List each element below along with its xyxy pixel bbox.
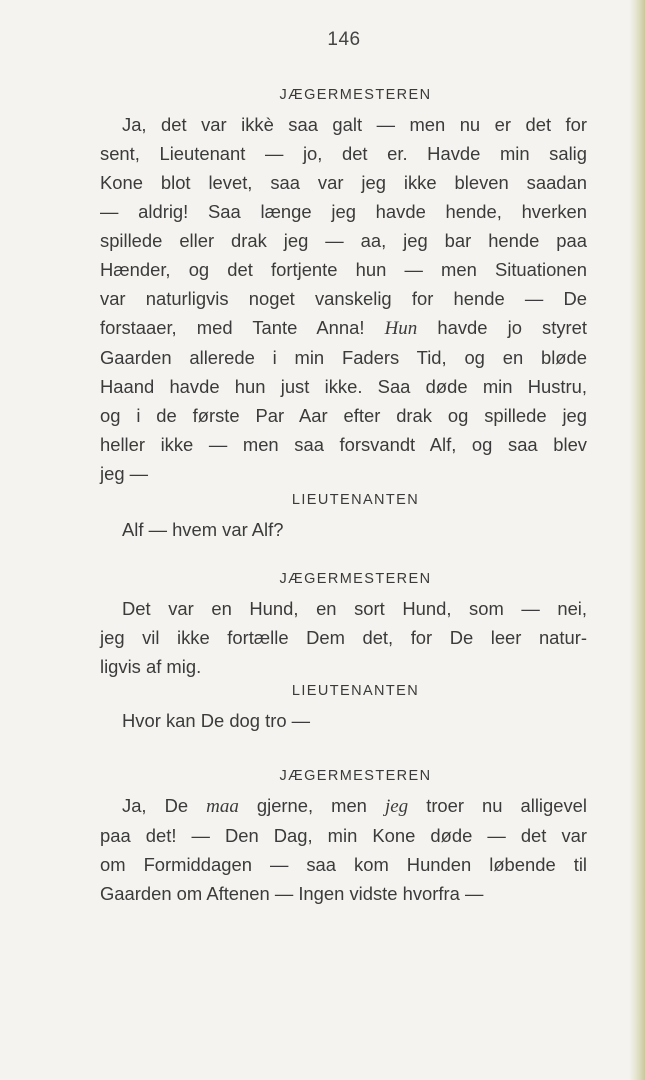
emphasis-text: Hun (384, 318, 418, 339)
text-line: sent, Lieutenant — jo, det er. Havde min salig (100, 143, 587, 164)
dialogue-block-2 (100, 486, 587, 544)
text-line: heller ikke — men saa forsvandt Alf, og saa blev (100, 434, 587, 455)
dialogue-paragraph (100, 110, 587, 488)
text-fragment: troer nu alligevel (408, 795, 587, 816)
text-line: Kone blot levet, saa var jeg ikke bleven saadan (100, 172, 587, 193)
text-line: Gaarden allerede i min Faders Tid, og en bløde (100, 347, 587, 368)
text-fragment: havde jo styret (417, 317, 587, 338)
text-line: om Formiddagen — saa kom Hunden løbende til (100, 854, 587, 875)
speaker-name: JÆGERMESTEREN (279, 87, 432, 103)
emphasis-text: maa (206, 796, 239, 817)
text-line: jeg — (100, 463, 149, 484)
speaker-name: JÆGERMESTEREN (279, 571, 432, 587)
text-fragment: Ja, De (122, 795, 207, 816)
text-line: Alf — hvem var Alf? (122, 519, 284, 540)
text-fragment: gjerne, men (238, 795, 385, 816)
text-line: ligvis af mig. (100, 656, 202, 677)
dialogue-block-5 (100, 762, 587, 908)
page-edge (629, 0, 645, 1080)
text-line: — aldrig! Saa længe jeg havde hende, hverken (100, 201, 587, 222)
text-line: Ja, det var ikkè saa galt — men nu er det for (122, 114, 587, 135)
text-fragment: forstaaer, med Tante Anna! (100, 317, 385, 338)
text-line: Haand havde hun just ikke. Saa døde min Hustru, (100, 376, 587, 397)
dialogue-paragraph (100, 594, 587, 681)
text-line: og i de første Par Aar efter drak og spillede jeg (100, 405, 587, 426)
text-line: Gaarden om Aftenen — Ingen vidste hvorfra — (100, 883, 484, 904)
text-line: Hvor kan De dog tro — (122, 710, 311, 731)
dialogue-paragraph (100, 791, 587, 908)
text-line: paa det! — Den Dag, min Kone døde — det var (100, 825, 587, 846)
dialogue-paragraph (100, 515, 587, 544)
speaker-name: JÆGERMESTEREN (279, 768, 432, 784)
text-line (100, 791, 587, 821)
emphasis-text: jeg (384, 796, 409, 817)
dialogue-block-1 (100, 81, 587, 488)
dialogue-block-4 (100, 677, 587, 735)
text-line: spillede eller drak jeg — aa, jeg bar hende paa (100, 230, 587, 251)
text-line: Det var en Hund, en sort Hund, som — nei, (122, 598, 587, 619)
speaker-name: LIEUTENANTEN (291, 492, 420, 508)
page-number: 146 (327, 29, 361, 50)
dialogue-block-3 (100, 565, 587, 681)
text-line (100, 313, 587, 343)
dialogue-paragraph (100, 706, 587, 735)
text-line: Hænder, og det fortjente hun — men Situationen (100, 259, 587, 280)
speaker-name: LIEUTENANTEN (291, 683, 420, 699)
text-line: var naturligvis noget vanskelig for hende — De (100, 288, 587, 309)
text-line: jeg vil ikke fortælle Dem det, for De leer natur- (100, 627, 587, 648)
